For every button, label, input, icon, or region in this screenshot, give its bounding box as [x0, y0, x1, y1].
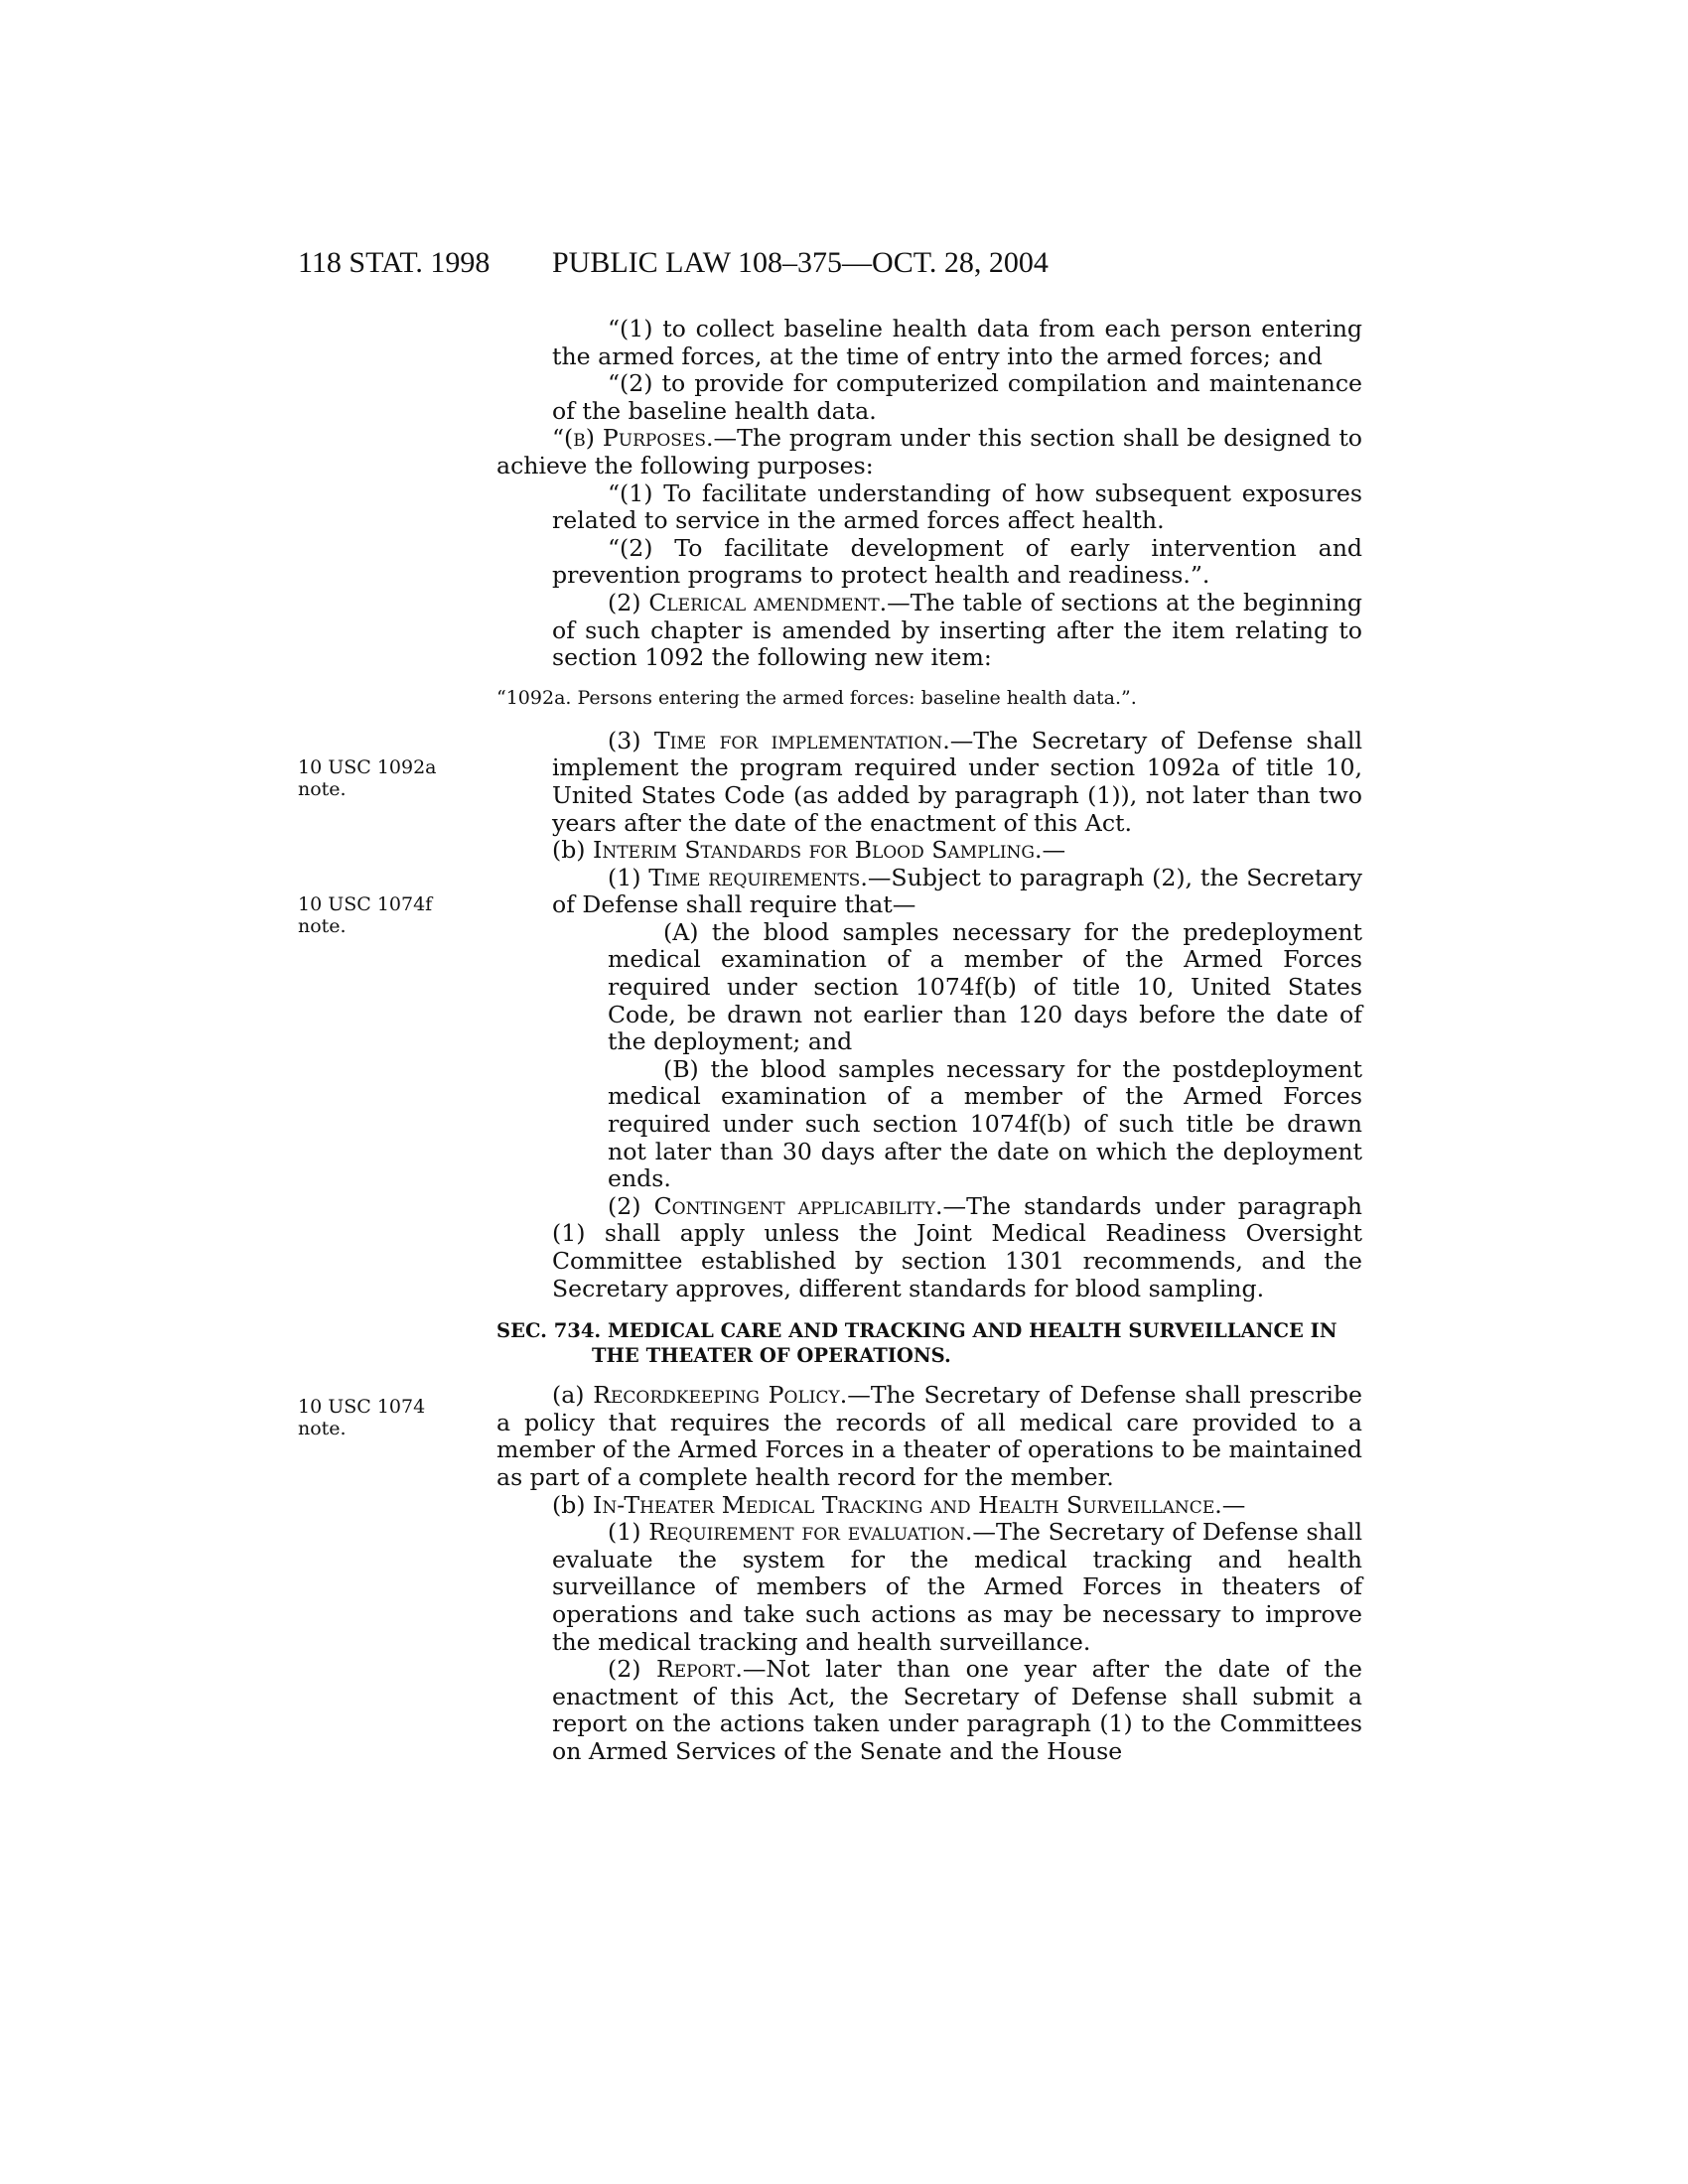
paragraph: (b) In-Theater Medical Tracking and Health Surveillance.— [552, 1490, 1246, 1519]
paragraph: “(1) To facilitate understanding of how subsequent exposures related to service in the armed forces affect health. [552, 478, 1362, 535]
paragraph: (2) Clerical amendment.—The table of sections at the beginning of such chapter is amended by inserting after the item relating to section 1092 the following new item: [552, 588, 1363, 672]
margin-note-1092a: 10 USC 1092a note. [298, 756, 437, 800]
paragraph: “(1) to collect baseline health data from each person entering the armed forces, at the time of entry into the armed forces; and [552, 315, 1362, 370]
paragraph: “(b) Purposes.—The program under this section shall be designed to achieve the following purposes: [496, 424, 1363, 479]
table-of-sections-item: “1092a. Persons entering the armed forces: baseline health data.”. [496, 686, 1137, 709]
paragraph: “(2) To facilitate development of early intervention and prevention programs to protect health and readiness.”. [552, 533, 1362, 590]
paragraph: (1) Time requirements.—Subject to paragraph (2), the Secretary of Defense shall require that— [552, 863, 1362, 919]
paragraph: (1) Requirement for evaluation.—The Secretary of Defense shall evaluate the system for the medical tracking and health surveillance of members of the Armed Forces in theaters of operations and take such actions as may be necessary to improve the medical tracking and health surveillance. [552, 1518, 1363, 1656]
paragraph: (A) the blood samples necessary for the predeployment medical examination of a member of the Armed Forces required under section 1074f(b) of title 10, United States Code, be drawn not earlier than 120 days before the date of the deployment; and [608, 917, 1362, 1056]
subsection-heading: (b) Interim Standards for Blood Sampling.— [552, 836, 1066, 865]
margin-note-1074f: 10 USC 1074f note. [298, 893, 433, 937]
public-law-title: PUBLIC LAW 108–375—OCT. 28, 2004 [552, 246, 1049, 279]
stat-page-number: 118 STAT. 1998 [298, 246, 491, 279]
page-header [0, 246, 1688, 290]
paragraph: (3) Time for implementation.—The Secretary of Defense shall implement the program required under section 1092a of title 10, United States Code (as added by paragraph (1)), not later than two years after the date of the enactment of this Act. [552, 726, 1363, 837]
margin-note-1074: 10 USC 1074 note. [298, 1396, 426, 1439]
paragraph: (2) Contingent applicability.—The standards under paragraph (1) shall apply unless the Joint Medical Readiness Oversight Committee established by section 1301 recommends, and the Secretary approves, different standards for blood sampling. [552, 1191, 1362, 1302]
document-body [496, 316, 1362, 1766]
paragraph: “(2) to provide for computerized compilation and maintenance of the baseline health data. [552, 369, 1362, 425]
section-heading: SEC. 734. MEDICAL CARE AND TRACKING AND HEALTH SURVEILLANCE IN THE THEATER OF OPERATIONS. [496, 1319, 1337, 1368]
paragraph: (a) Recordkeeping Policy.—The Secretary of Defense shall prescribe a policy that requires the records of all medical care provided to a member of the Armed Forces in a theater of operations to be maintained as part of a complete health record for the member. [496, 1381, 1362, 1491]
paragraph: (2) Report.—Not later than one year after the date of the enactment of this Act, the Secretary of Defense shall submit a report on the actions taken under paragraph (1) to the Committees on Armed Services of the Senate and the House [552, 1655, 1363, 1765]
paragraph: (B) the blood samples necessary for the postdeployment medical examination of a member of the Armed Forces required under such section 1074f(b) of such title be drawn not later than 30 days after the date on which the deployment ends. [608, 1054, 1362, 1193]
